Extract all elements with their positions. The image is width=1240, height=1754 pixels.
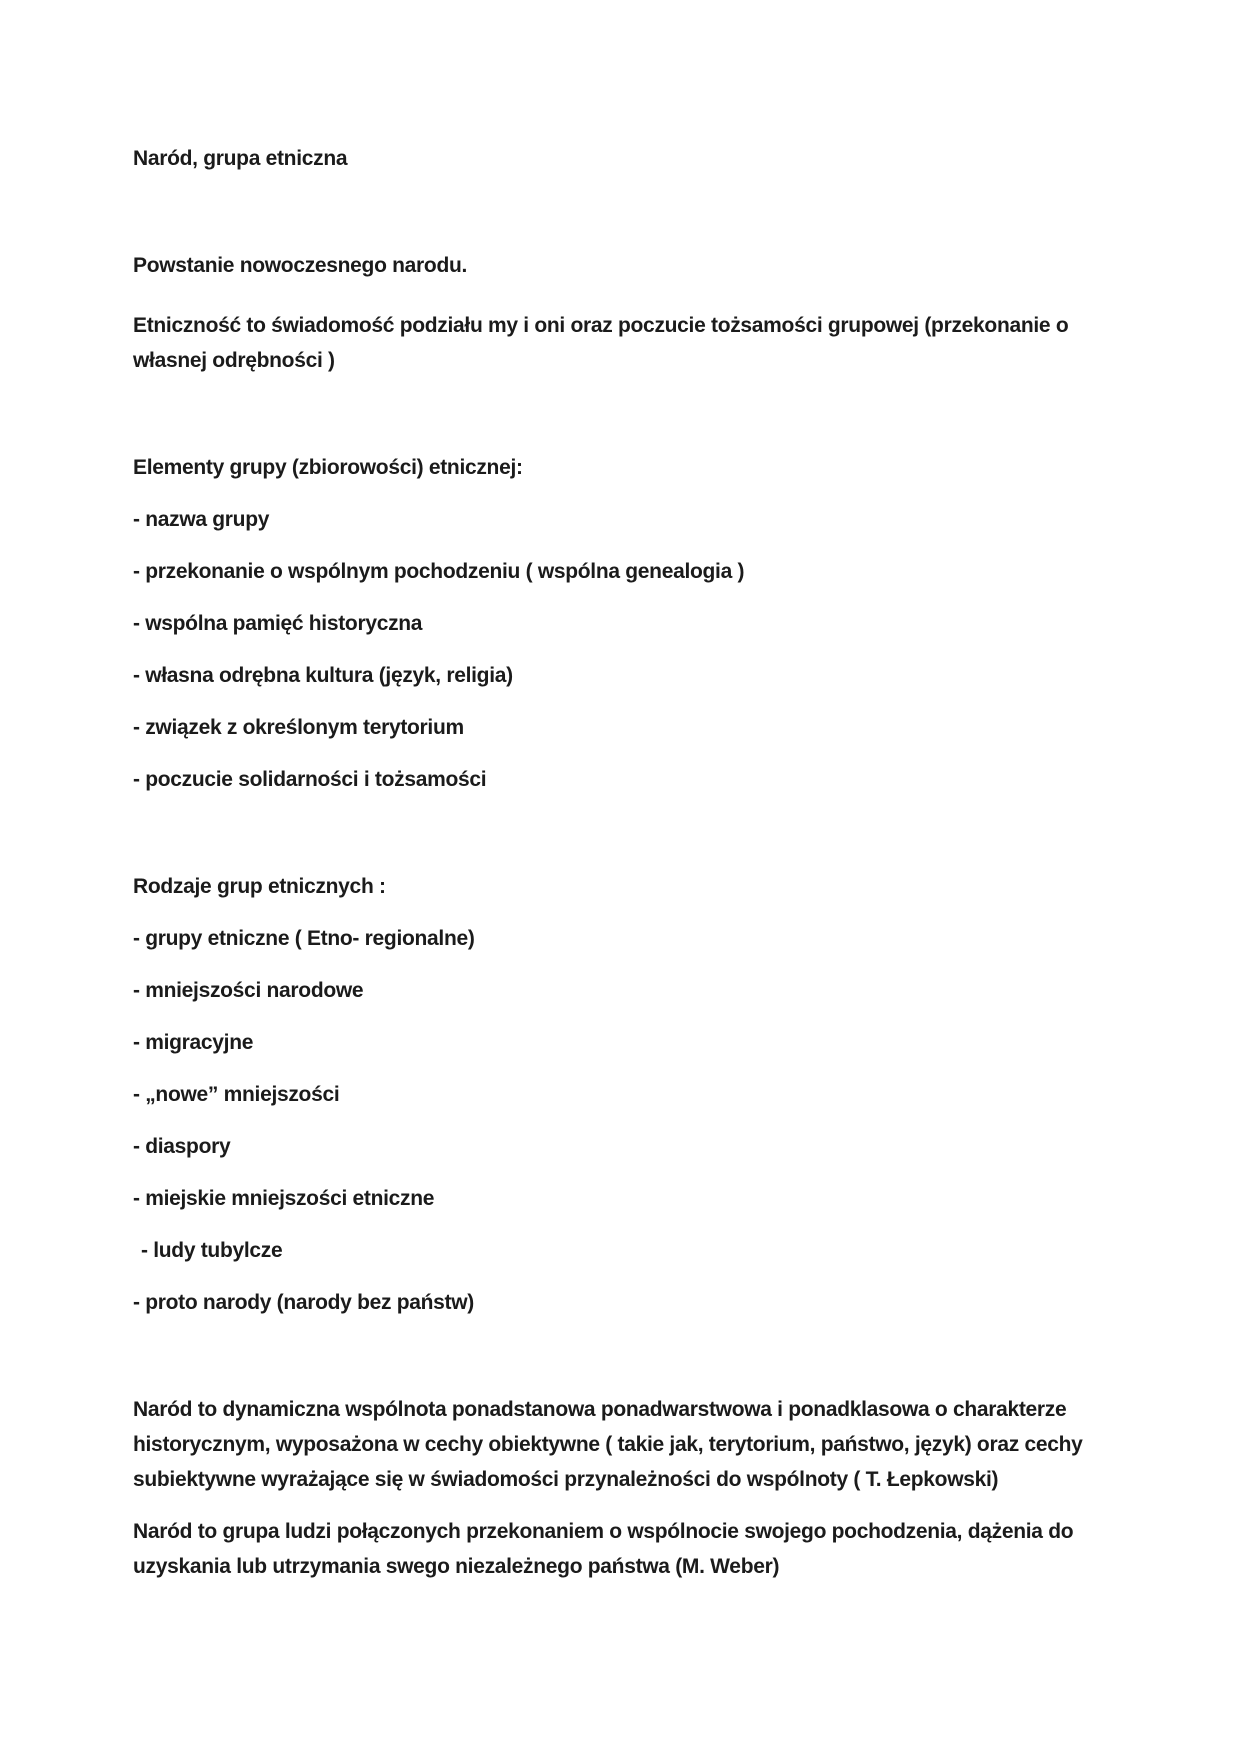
body-line: Naród to grupa ludzi połączonych przekonaniem o wspólnocie swojego pochodzenia, dążenia do <box>133 1520 1074 1543</box>
paragraph-body <box>133 1392 1107 1497</box>
bullet-text: - ludy tubylcze <box>141 1239 283 1262</box>
body-line: własnej odrębności ) <box>133 349 335 372</box>
bullet-text: - związek z określonym terytorium <box>133 716 464 739</box>
document-body <box>133 141 1107 1584</box>
body-line: subiektywne wyrażające się w świadomości przynależności do wspólnoty ( T. Łepkowski) <box>133 1468 999 1491</box>
bullet-text: - przekonanie o wspólnym pochodzeniu ( wspólna genealogia ) <box>133 560 745 583</box>
bullet-text: - grupy etniczne ( Etno- regionalne) <box>133 927 475 950</box>
bullet-text: - własna odrębna kultura (język, religia) <box>133 664 513 687</box>
heading-text: Rodzaje grup etnicznych : <box>133 875 386 898</box>
bullet-text: - miejskie mniejszości etniczne <box>133 1187 435 1210</box>
body-line: historycznym, wyposażona w cechy obiektywne ( takie jak, terytorium, państwo, język) oraz cechy <box>133 1433 1083 1456</box>
bullet-text: - migracyjne <box>133 1031 254 1054</box>
bullet-item <box>133 606 1107 641</box>
heading-text: Powstanie nowoczesnego narodu. <box>133 254 468 277</box>
bullet-item <box>133 1285 1107 1320</box>
bullet-item <box>133 921 1107 956</box>
bullet-text: - proto narody (narody bez państw) <box>133 1291 474 1314</box>
bullet-text: - wspólna pamięć historyczna <box>133 612 423 635</box>
body-line: Naród to dynamiczna wspólnota ponadstanowa ponadwarstwowa i ponadklasowa o charakterze <box>133 1398 1067 1421</box>
paragraph-heading <box>133 248 1107 283</box>
bullet-item <box>133 1129 1107 1164</box>
bullet-item <box>133 1181 1107 1216</box>
bullet-text: - „nowe” mniejszości <box>133 1083 340 1106</box>
bullet-text: - nazwa grupy <box>133 508 270 531</box>
bullet-item <box>133 1233 1107 1268</box>
bullet-item <box>133 554 1107 589</box>
bullet-text: - poczucie solidarności i tożsamości <box>133 768 487 791</box>
doc-title: Naród, grupa etniczna <box>133 147 348 170</box>
heading-text: Elementy grupy (zbiorowości) etnicznej: <box>133 456 523 479</box>
body-line: uzyskania lub utrzymania swego niezależnego państwa (M. Weber) <box>133 1555 780 1578</box>
bullet-item <box>133 502 1107 537</box>
bullet-text: - diaspory <box>133 1135 231 1158</box>
bullet-item <box>133 710 1107 745</box>
body-line: Etniczność to świadomość podziału my i oni oraz poczucie tożsamości grupowej (przekonanie o <box>133 314 1069 337</box>
paragraph-body <box>133 1514 1107 1584</box>
paragraph-heading <box>133 869 1107 904</box>
bullet-item <box>133 1077 1107 1112</box>
bullet-item <box>133 658 1107 693</box>
bullet-item <box>133 762 1107 797</box>
paragraph-title <box>133 141 1107 176</box>
bullet-item <box>133 973 1107 1008</box>
bullet-item <box>133 1025 1107 1060</box>
paragraph-heading <box>133 450 1107 485</box>
bullet-text: - mniejszości narodowe <box>133 979 364 1002</box>
paragraph-body <box>133 308 1107 378</box>
